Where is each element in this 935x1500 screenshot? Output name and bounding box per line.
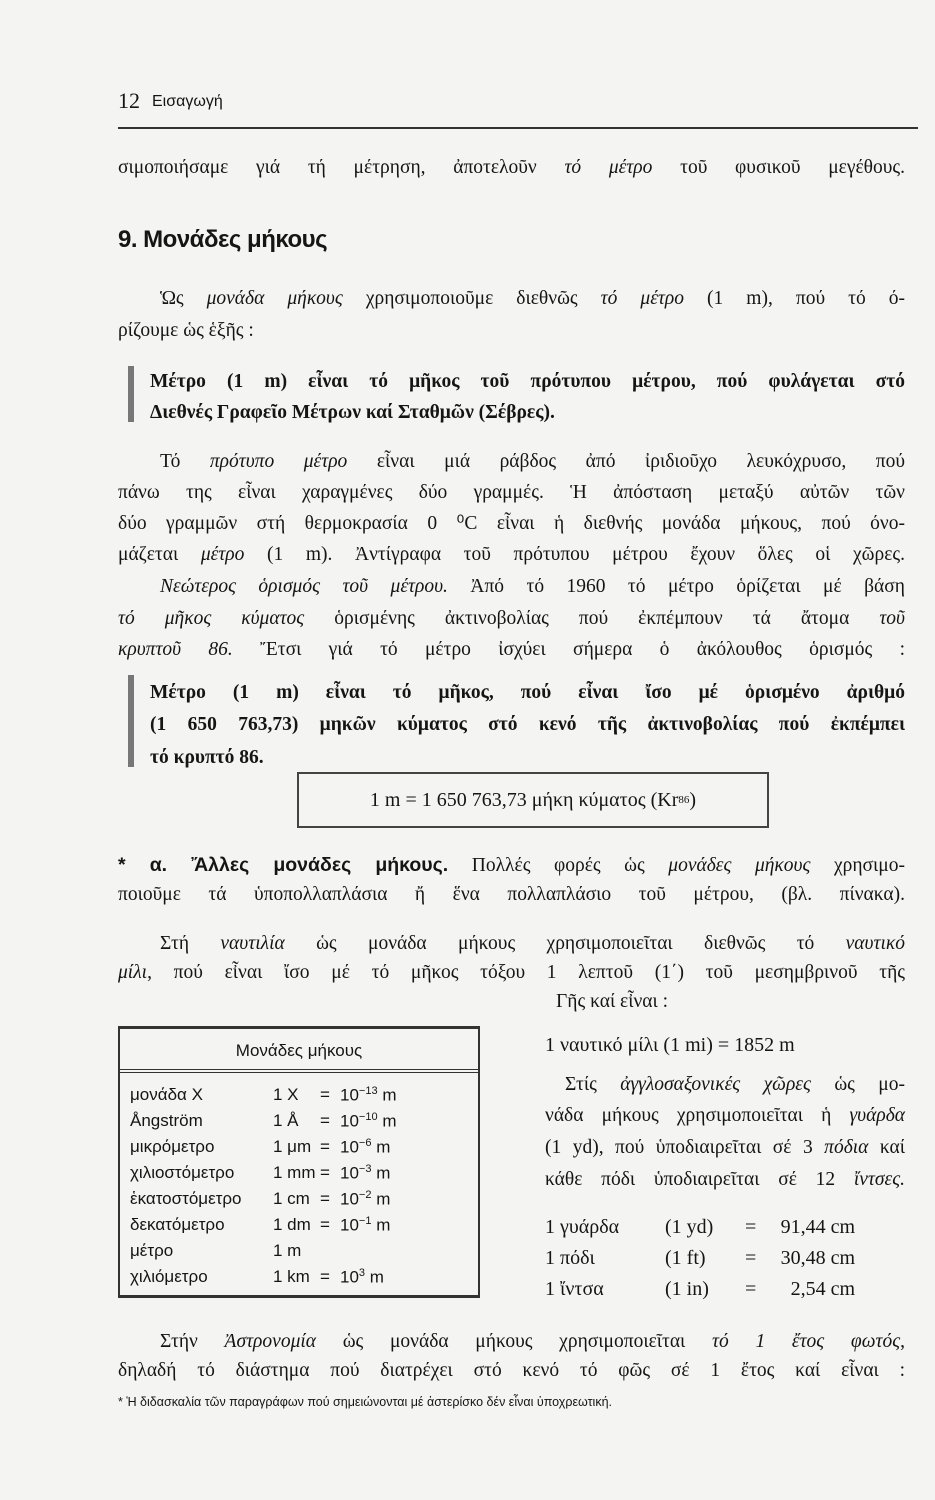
value-base: 10: [340, 1085, 359, 1105]
text-line: [160, 287, 905, 311]
text-segment: τό 1 ἔτος φωτός: [712, 1331, 901, 1352]
text-segment: χρησιμο-: [810, 855, 905, 876]
text-segment: ποιοῦμε τά ὑποπολλαπλάσια ἤ ἕνα πολλαπλάσιο τοῦ μέτρου, (βλ. πίνακα).: [118, 884, 905, 905]
conversion-unit: 1 ἴντσα: [545, 1278, 604, 1300]
text-line: [118, 156, 905, 180]
conversion-symbol: (1 in): [665, 1278, 709, 1300]
running-header: Εισαγωγή: [152, 93, 223, 110]
value-unit: m: [382, 1085, 397, 1105]
conversion-unit: 1 πόδι: [545, 1247, 595, 1269]
text-segment: τό μέτρο: [600, 288, 684, 309]
value-unit: m: [376, 1189, 391, 1209]
unit-symbol: 1 μm: [273, 1137, 312, 1156]
unit-name: μικρόμετρο: [130, 1137, 215, 1156]
text-segment: τοῦ φυσικοῦ μεγέθους.: [652, 157, 905, 178]
text-segment: νάδα μήκους χρησιμοποιεῖται ἡ: [545, 1105, 850, 1126]
text-segment: Ὡς: [160, 288, 207, 309]
text-segment: τό κρυπτό 86.: [150, 747, 264, 768]
text-segment: Νεώτερος ὁρισμός τοῦ μέτρου.: [160, 576, 448, 597]
footnote: * Ἡ διδασκαλία τῶν παραγράφων πού σημειώνονται μέ ἀστερίσκο δέν εἶναι ὑποχρεωτική.: [118, 1395, 612, 1409]
text-line: [118, 607, 905, 631]
unit-symbol: 1 Å: [273, 1111, 299, 1130]
unit-name: μονάδα X: [130, 1085, 203, 1104]
value-base: 10: [340, 1137, 359, 1157]
text-segment: τό μῆκος κύματος: [118, 608, 305, 629]
formula-superscript: 86: [678, 794, 690, 806]
text-segment: ναυτιλία: [220, 933, 285, 954]
text-segment: καί: [868, 1137, 905, 1158]
text-segment: ὡς μονάδα μήκους χρησιμοποιεῖται διεθνῶς τό: [284, 933, 846, 954]
text-segment: δηλαδή τό διάστημα πού διατρέχει στό κενό τό φῶς σέ 1 ἔτος καί εἶναι :: [118, 1360, 905, 1381]
value-exponent: 3: [358, 1267, 366, 1279]
text-line: [160, 575, 905, 599]
text-line: [118, 961, 905, 985]
text-segment: ὡς μο-: [810, 1074, 905, 1095]
table-row: [130, 1241, 470, 1265]
text-segment: ὡς μονάδα μήκους χρησιμοποιεῖται: [316, 1331, 713, 1352]
text-segment: Στήν: [160, 1331, 225, 1352]
text-line: [160, 450, 905, 474]
table-header-rule: [120, 1069, 478, 1073]
equals-sign: =: [320, 1085, 330, 1104]
text-segment: (1 m). Ἀντίγραφα τοῦ πρότυπου μέτρου ἔχουν ὅλες οἱ χῶρες.: [244, 544, 905, 565]
value-exponent: −6: [358, 1137, 372, 1149]
equals-sign: =: [320, 1137, 330, 1156]
text-segment: , πού εἶναι ἴσο μέ τό μῆκος τόξου 1 λεπτοῦ (1΄) τοῦ μεσημβρινοῦ τῆς: [147, 962, 905, 983]
definition-bar: [128, 675, 134, 767]
text-line: [118, 481, 905, 505]
text-segment: μίλι: [118, 962, 148, 983]
text-line: [545, 1136, 905, 1160]
formula-box: [297, 772, 769, 828]
text-segment: Διεθνές Γραφεῖο Μέτρων καί Σταθμῶν (Σέβρες).: [150, 402, 555, 423]
text-segment: ,: [900, 1331, 905, 1352]
text-segment: εἶναι μιά ράβδος ἀπό ἰριδιοῦχο λευκόχρυσο, πού: [347, 451, 906, 472]
text-segment: ἴντσες.: [853, 1169, 905, 1190]
text-segment: (1 yd), πού ὑποδιαιρεῖται σέ 3: [545, 1137, 825, 1158]
value-exponent: −1: [358, 1215, 372, 1227]
text-segment: Ἀστρονομία: [224, 1331, 317, 1352]
unit-name: χιλιοστόμετρο: [130, 1163, 235, 1182]
text-segment: δύο γραμμῶν στή θερμοκρασία 0 ⁰C εἶναι ἡ διεθνής μονάδα μήκους, πού όνο-: [118, 513, 905, 534]
value-base: 10: [340, 1163, 359, 1183]
unit-symbol: 1 mm: [273, 1163, 316, 1182]
unit-symbol: 1 m: [273, 1241, 302, 1260]
unit-name: ἑκατοστόμετρο: [130, 1189, 242, 1208]
conversion-symbol: (1 yd): [665, 1216, 714, 1238]
unit-name: χιλιόμετρο: [130, 1267, 208, 1286]
text-line: [565, 1073, 905, 1097]
table-title: Μονάδες μήκους: [235, 1041, 363, 1060]
value-exponent: −3: [358, 1163, 372, 1175]
value-unit: m: [376, 1137, 391, 1157]
unit-value: [340, 1085, 397, 1106]
definition-line: [150, 401, 905, 425]
value-unit: m: [369, 1267, 384, 1287]
value-base: 10: [340, 1267, 359, 1287]
unit-symbol: 1 cm: [273, 1189, 310, 1208]
text-segment: (1 650 763,73) μηκῶν κύματος στό κενό τῆς ἀκτινοβολίας πού ἐκπέμπει: [150, 714, 905, 735]
text-segment: Ἔτσι γιά τό μέτρο ἰσχύει σήμερα ὁ ἀκόλουθος ὁρισμός :: [232, 639, 905, 660]
equals-sign: =: [320, 1111, 330, 1130]
units-table: [118, 1026, 480, 1298]
equals-sign: =: [320, 1163, 330, 1182]
equals-sign: =: [320, 1189, 330, 1208]
text-segment: τό μέτρο: [564, 157, 653, 178]
unit-symbol: 1 km: [273, 1267, 310, 1286]
unit-value: [340, 1163, 390, 1184]
text-segment: Στή: [160, 933, 221, 954]
unit-value: [340, 1137, 390, 1158]
unit-value: [340, 1267, 384, 1288]
text-segment: ναυτικό: [845, 933, 906, 954]
text-line: [118, 319, 905, 343]
text-segment: Ἀπό τό 1960 τό μέτρο ὁρίζεται μέ βάση: [447, 576, 905, 597]
text-segment: (1 m), πού τό ό-: [683, 288, 905, 309]
conversion-value: 2,54 cm: [790, 1278, 855, 1300]
equals-sign: =: [320, 1215, 330, 1234]
text-segment: πόδια: [824, 1137, 869, 1158]
text-segment: Μέτρο (1 m) εἶναι τό μῆκος, πού εἶναι ἴσο μέ ὁρισμένο ἀριθμό: [150, 682, 905, 703]
text-line: [160, 932, 905, 956]
unit-name: δεκατόμετρο: [130, 1215, 225, 1234]
text-segment: χρησιμοποιοῦμε διεθνῶς: [342, 288, 601, 309]
text-line: [118, 638, 905, 662]
section-heading: 9. Μονάδες μήκους: [118, 226, 328, 253]
equals-sign: =: [745, 1247, 757, 1269]
value-exponent: −2: [358, 1189, 372, 1201]
text-segment: * α. Ἄλλες μονάδες μήκους.: [118, 854, 449, 876]
text-line: [118, 1359, 905, 1383]
text-segment: μονάδες μήκους: [668, 855, 811, 876]
text-segment: κρυπτοῦ 86.: [118, 639, 233, 660]
unit-value: [340, 1189, 390, 1210]
unit-value: [340, 1215, 390, 1236]
value-unit: m: [376, 1215, 391, 1235]
text-line: [118, 853, 905, 878]
unit-name: Ångström: [130, 1111, 203, 1130]
definition-line: [150, 681, 905, 705]
unit-value: [340, 1111, 397, 1132]
value-base: 10: [340, 1215, 359, 1235]
definition-line: [150, 713, 905, 737]
text-segment: ἀγγλοσαξονικές χῶρες: [620, 1074, 811, 1095]
text-line: [545, 1104, 905, 1128]
definition-line: [150, 370, 905, 394]
table-row: [130, 1137, 470, 1161]
unit-symbol: 1 X: [273, 1085, 299, 1104]
text-segment: τοῦ: [879, 608, 905, 629]
text-line: [118, 883, 905, 907]
conversion-value: 91,44 cm: [780, 1216, 855, 1238]
equals-sign: =: [745, 1278, 757, 1300]
value-base: 10: [340, 1111, 359, 1131]
text-segment: μέτρο: [200, 544, 245, 565]
text-segment: Στίς: [565, 1074, 621, 1095]
text-segment: μάζεται: [118, 544, 201, 565]
table-row: [130, 1189, 470, 1213]
formula-text: 1 m = 1 650 763,73 μήκη κύματος (Kr: [369, 788, 679, 811]
text-segment: Γῆς καί εἶναι :: [556, 991, 669, 1012]
conversion-symbol: (1 ft): [665, 1247, 706, 1269]
text-segment: Πολλές φορές ὡς: [448, 855, 669, 876]
text-segment: Μέτρο (1 m) εἶναι τό μῆκος τοῦ πρότυπου μέτρου, πού φυλάγεται στό: [150, 371, 905, 392]
text-segment: Τό: [160, 451, 210, 472]
text-line: [160, 1330, 905, 1354]
value-exponent: −10: [358, 1111, 378, 1123]
nautical-mile-equation: 1 ναυτικό μίλι (1 mi) = 1852 m: [545, 1034, 795, 1056]
value-exponent: −13: [358, 1085, 378, 1097]
equals-sign: =: [320, 1267, 330, 1286]
conversion-unit: 1 γυάρδα: [545, 1216, 620, 1238]
table-row: [130, 1215, 470, 1239]
definition-line: [150, 746, 905, 770]
unit-symbol: 1 dm: [273, 1215, 311, 1234]
conversion-value: 30,48 cm: [780, 1247, 855, 1269]
text-segment: σιμοποιήσαμε γιά τή μέτρηση, ἀποτελοῦν: [118, 157, 565, 178]
equals-sign: =: [745, 1216, 757, 1238]
formula-close: ): [689, 788, 697, 811]
table-row: [130, 1267, 470, 1291]
text-segment: κάθε πόδι ὑποδιαιρεῖται σέ 12: [545, 1169, 854, 1190]
header-rule: [118, 127, 918, 129]
text-segment: ὁρισμένης ἀκτινοβολίας πού ἐκπέμπουν τά ἄτομα: [304, 608, 880, 629]
unit-name: μέτρο: [130, 1241, 174, 1260]
text-line: [545, 1168, 905, 1192]
text-line: [118, 543, 905, 567]
text-line: [556, 990, 668, 1014]
text-segment: πρότυπο μέτρο: [209, 451, 348, 472]
text-segment: πάνω της εἶναι χαραγμένες δύο γραμμές. Ἡ ἀπόσταση μεταξύ αὐτῶν τῶν: [118, 482, 905, 503]
text-segment: ρίζουμε ὡς ἑξῆς :: [118, 320, 254, 341]
definition-bar: [128, 366, 134, 422]
table-row: [130, 1111, 470, 1135]
value-unit: m: [376, 1163, 391, 1183]
table-row: [130, 1085, 470, 1109]
text-line: [118, 512, 905, 536]
value-base: 10: [340, 1189, 359, 1209]
table-row: [130, 1163, 470, 1187]
text-segment: μονάδα μήκους: [206, 288, 343, 309]
page-number: 12: [118, 88, 140, 113]
value-unit: m: [382, 1111, 397, 1131]
text-segment: γυάρδα: [849, 1105, 905, 1126]
